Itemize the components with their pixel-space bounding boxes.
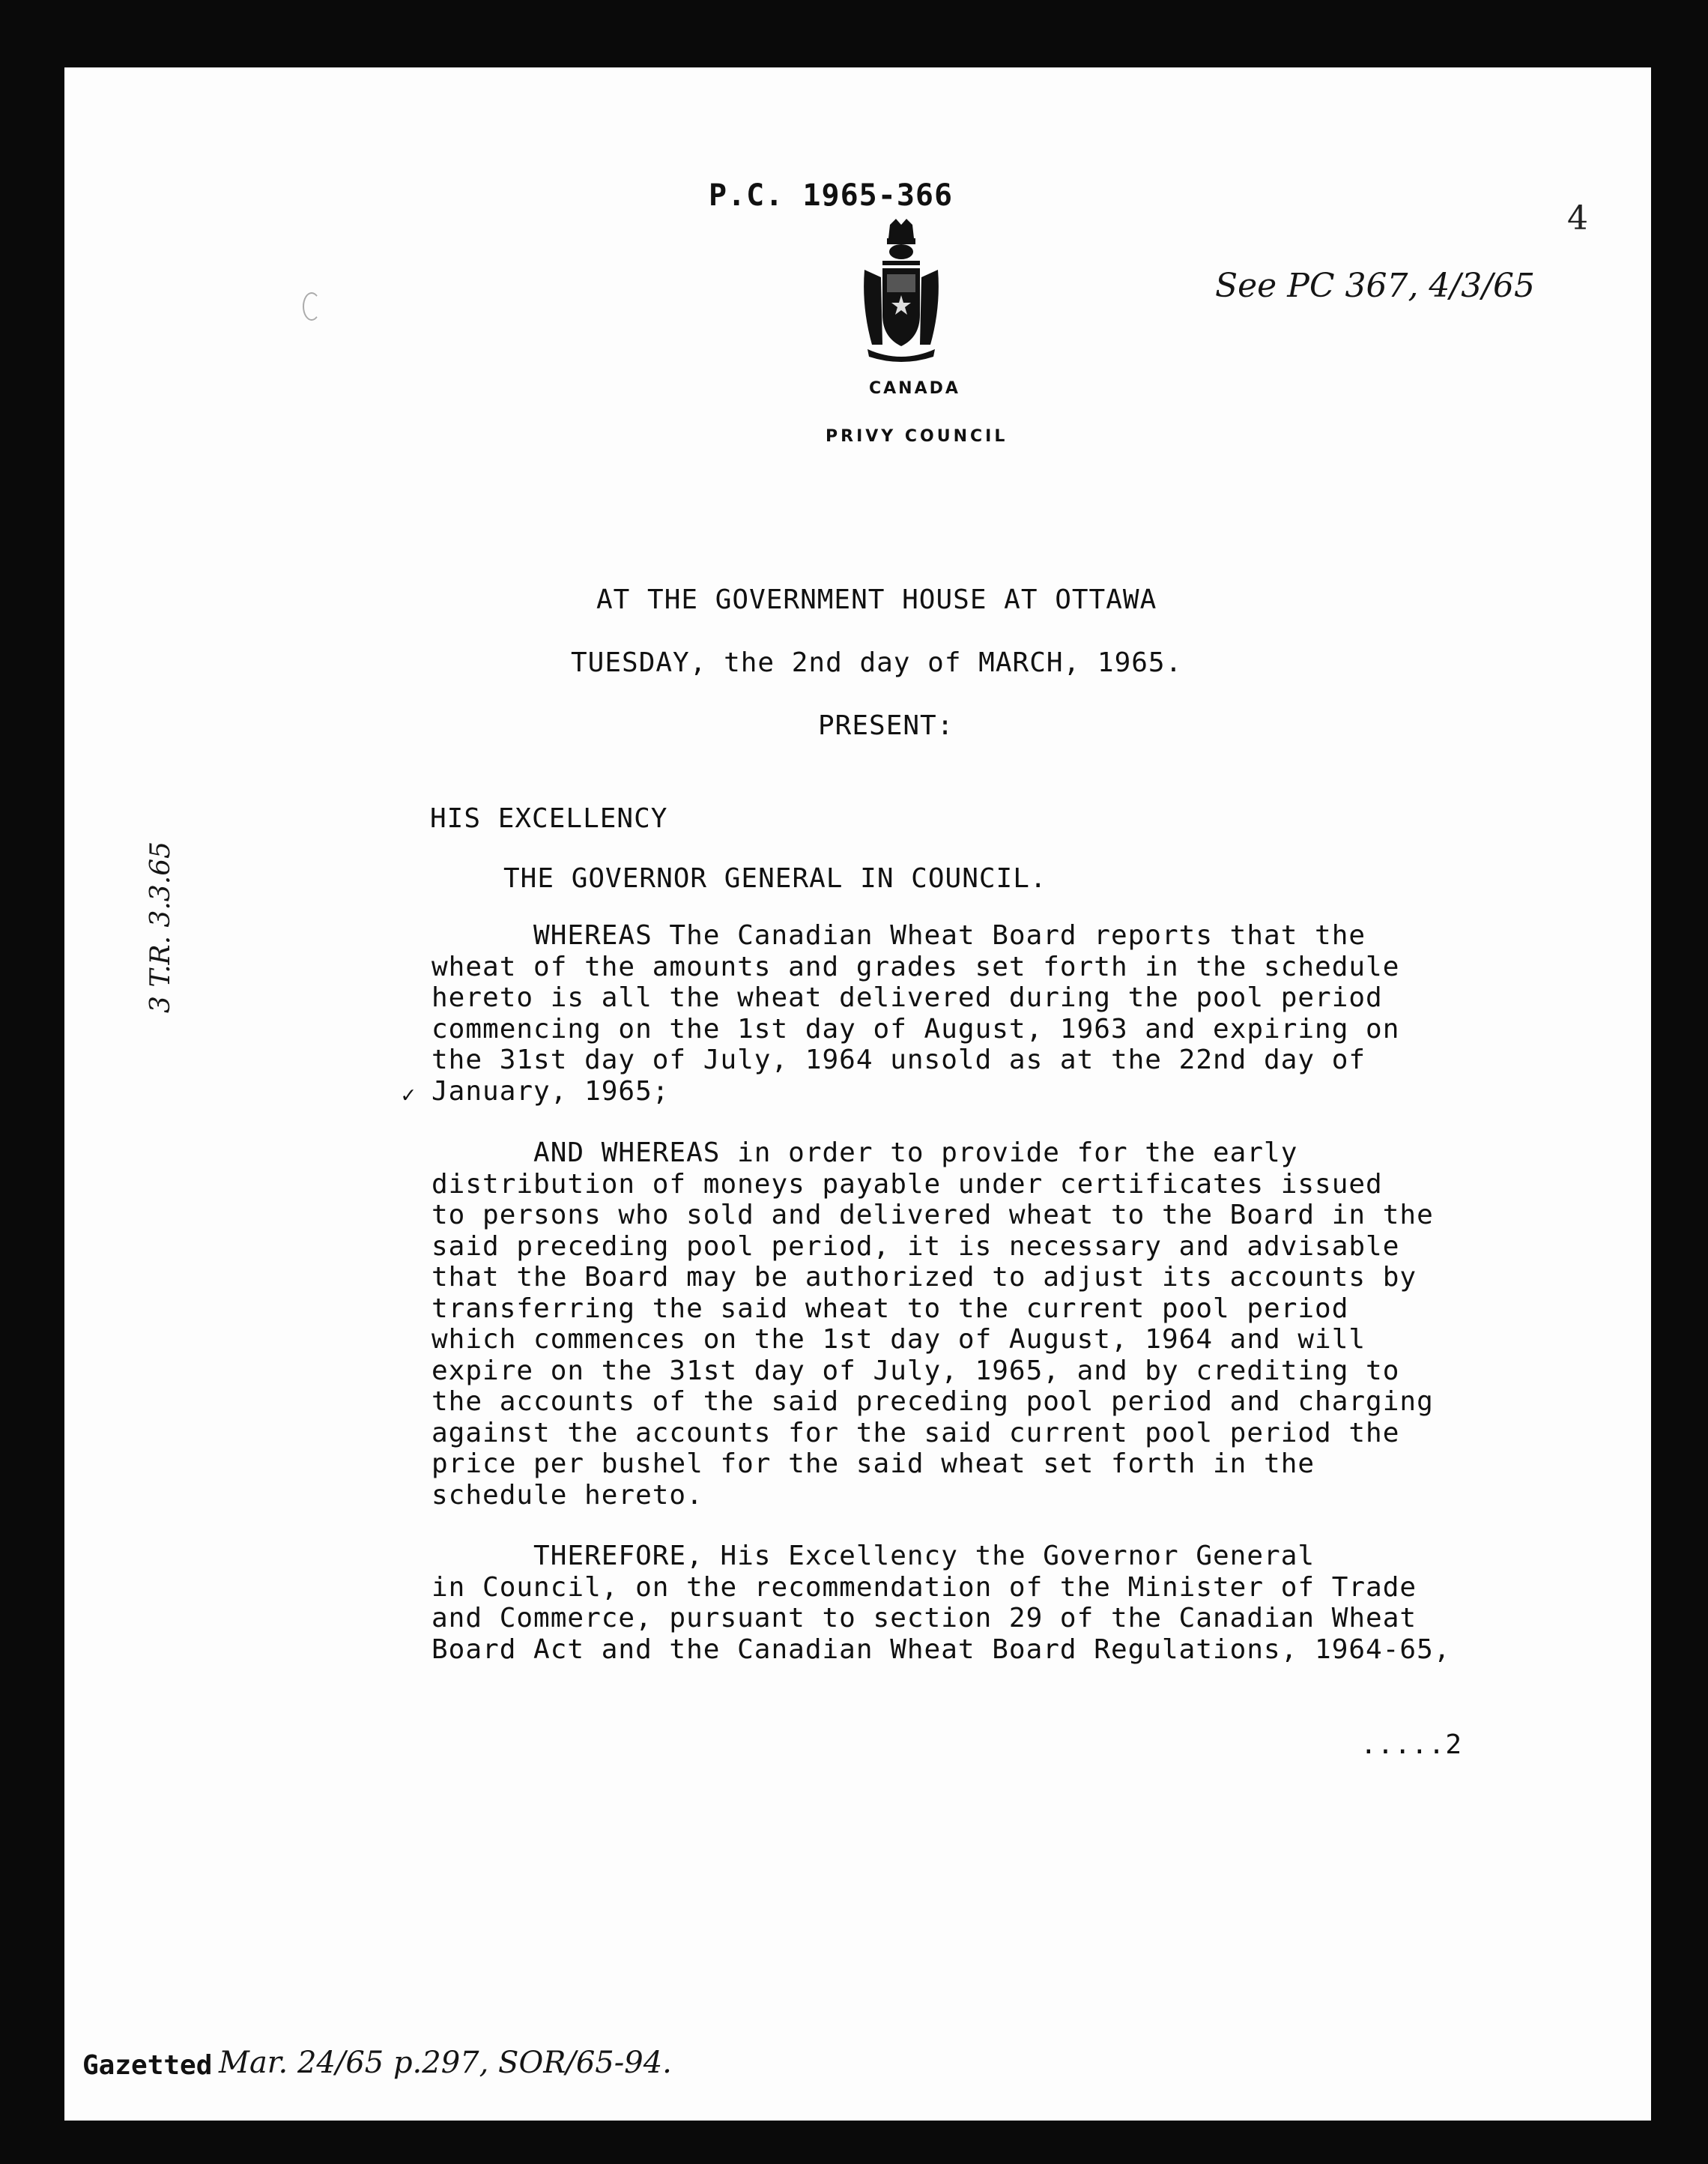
governor-in-council: THE GOVERNOR GENERAL IN COUNCIL. xyxy=(503,863,1047,894)
his-excellency: HIS EXCELLENCY xyxy=(430,803,668,834)
therefore-paragraph: THEREFORE, His Excellency the Governor General in Council, on the recommendation of the Minister of Trade and Commerce, pursuant to section 29 of the Canadian Wheat Board Act and the Canadian Wheat Board Regulations, 1964-65, xyxy=(431,1541,1451,1665)
pencil-mark xyxy=(303,292,321,321)
page-number: 4 xyxy=(1567,199,1588,238)
meeting-date: TUESDAY, the 2nd day of MARCH, 1965. xyxy=(571,647,1183,678)
margin-tick-mark: ✓ xyxy=(402,1082,416,1108)
present-heading: PRESENT: xyxy=(818,710,954,741)
and-whereas-paragraph: AND WHEREAS in order to provide for the early distribution of moneys payable under certificates issued to persons who sold and delivered wheat to the Board in the said preceding pool period, it is necessary and advisable that the Board may be authorized to adjust its accounts by transferring the said wheat to the current pool period which commences on the 1st day of August, 1964 and will expire on the 31st day of July, 1965, and by crediting to the accounts of the said preceding pool period and charging against the accounts for the said current pool period the price per bushel for the said wheat set forth in the schedule hereto. xyxy=(431,1137,1434,1511)
gazetted-handwritten-note: Mar. 24/65 p.297, SOR/65-94. xyxy=(219,2046,672,2080)
emblem-caption-country: CANADA xyxy=(869,379,960,398)
whereas-paragraph: WHEREAS The Canadian Wheat Board reports that the wheat of the amounts and grades set forth in the schedule hereto is all the wheat delivered during the pool period commencing on the 1st day of August, 1963 and expiring on the 31st day of July, 1964 unsold as at the 22nd day of January, 1965; xyxy=(431,920,1400,1107)
meeting-place: AT THE GOVERNMENT HOUSE AT OTTAWA xyxy=(596,584,1157,615)
order-number: P.C. 1965-366 xyxy=(709,178,954,213)
handwritten-reference-note: See PC 367, 4/3/65 xyxy=(1215,267,1536,305)
side-note-text: 3 T.R. 3.3.65 xyxy=(145,841,176,1013)
gazetted-stamp: Gazetted xyxy=(82,2050,213,2081)
continuation-marker: .....2 xyxy=(1360,1729,1463,1760)
emblem-caption-body: PRIVY COUNCIL xyxy=(826,427,1008,446)
document-page xyxy=(64,67,1651,2121)
coat-of-arms-icon xyxy=(860,217,942,364)
